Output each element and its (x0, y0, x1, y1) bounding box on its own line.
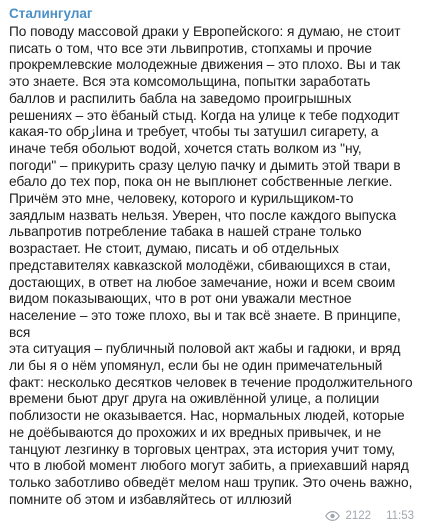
eye-icon (325, 511, 340, 521)
message-time: 11:53 (386, 510, 414, 522)
message-meta (319, 510, 414, 522)
message-text: По поводу массовой драки у Европейского: я думаю, не стоит писать о том, что все эти львипротив, стопхамы и прочие прокремлевские молодежные движения – это плохо. Вы и так это знаете. Вся эта комсомольщина, попытки заработать баллов и распилить бабла на заведомо проигрышных решениях – это ёбаный стыд. Когда на улице к тебе подходит какая-то обрازина и требует, чтобы ты затушил сигарету, а иначе тебя обольют водой, хочется стать волком из "ну, погоди" – прикурить сразу целую пачку и дымить этой твари в ебало до тех пор, пока он не выплюнет собственные легкие. Причём это мне, человеку, которого и курильщиком-то заядлым назвать нельзя. Уверен, что после каждого выпуска львапротив потребление табака в нашей стране только возрастает. Не стоит, думаю, писать и об отдельных представителях кавказской молодёжи, сбивающихся в стаи, достающих, в ответ на любое замечание, ножи и всем своим видом показывающих, что в рот они уважали местное население – это тоже плохо, вы и так всё знаете. В принципе, вся эта ситуация – публичный половой акт жабы и гадюки, и вряд ли бы я о нём упомянул, если бы не один примечательный факт: несколько десятков человек в течение продолжительного времени бьют друг друга на оживлённой улице, а полиции поблизости не оказывается. Нас, нормальных людей, которые не доёбываются до прохожих и их вредных привычек, и не танцуют лезгинку в торговых центрах, эта история учит тому, что в любой момент любого могут забить, а приехавший наряд только заботливо обведёт мелом наш трупик. Это очень важно, помните об этом и избавляйтесь от иллюзий (9, 24, 413, 507)
channel-name[interactable]: Сталингулаг (9, 6, 93, 21)
view-count: 2122 (345, 510, 372, 522)
